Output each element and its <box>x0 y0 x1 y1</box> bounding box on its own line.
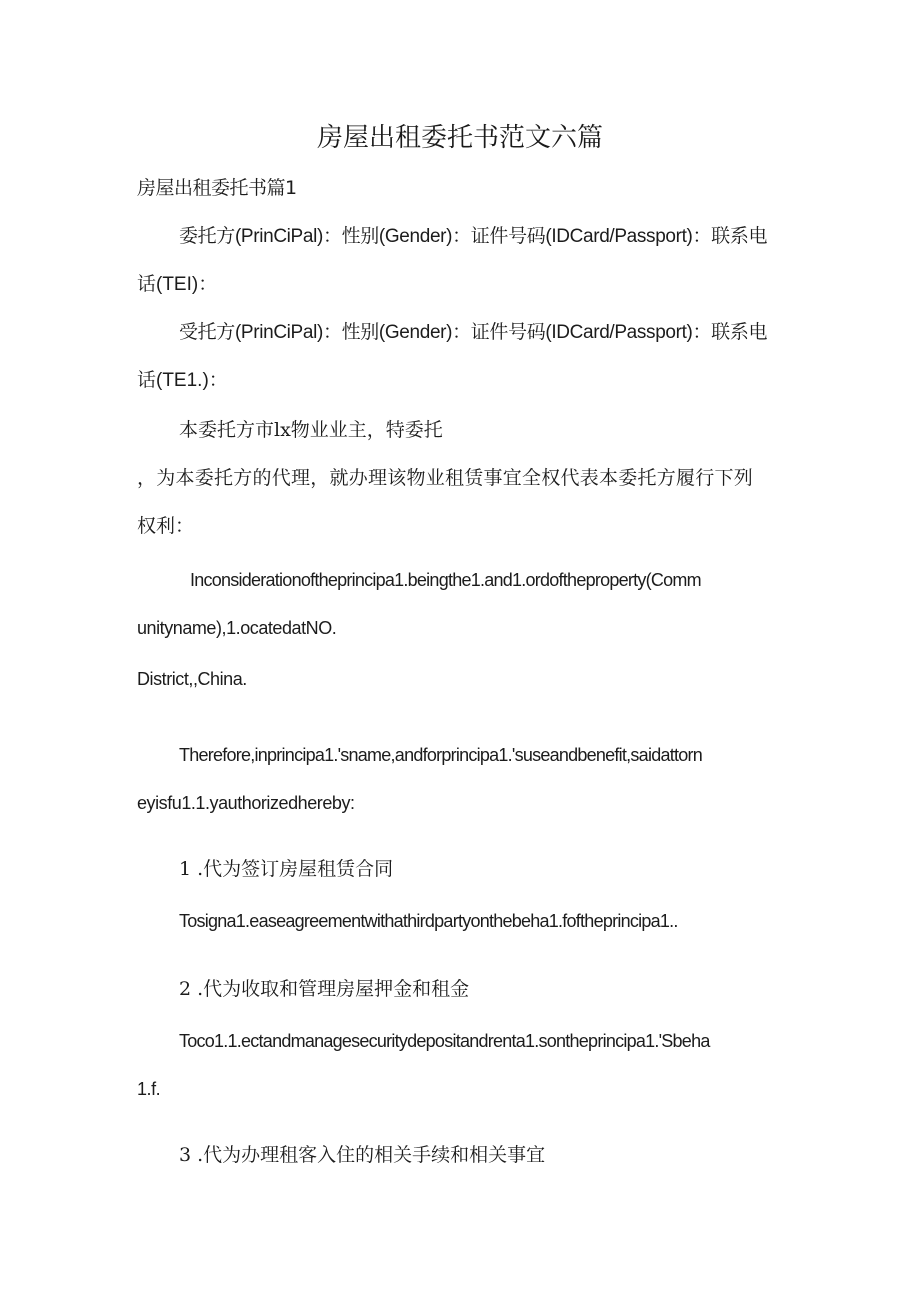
agent-line-1: 受托方(PrinCiPal)：性别(Gender)：证件号码(IDCard/Passport)：联系电 <box>179 322 768 343</box>
agent-line-2: 话(TE1.)： <box>137 370 228 391</box>
item-2-cn: 2 .代为收取和管理房屋押金和租金 <box>179 978 470 1000</box>
principal-line-2: 话(TEI)： <box>137 274 218 295</box>
consideration-line-3: District,,China. <box>137 669 247 689</box>
principal-line-1: 委托方(PrinCiPal)：性别(Gender)：证件号码(IDCard/Passport)：联系电 <box>179 226 768 247</box>
entrust-line-1: 本委托方市lx物业业主，特委托 <box>179 419 443 441</box>
consideration-line-2: unityname),1.ocatedatNO. <box>137 618 337 638</box>
entrust-line-3: 权利： <box>137 515 195 537</box>
item-2-en-line-1: Toco1.1.ectandmanagesecuritydepositandrenta1.sontheprincipa1.'Sbeha <box>179 1031 710 1051</box>
item-1-cn: 1 .代为签订房屋租赁合同 <box>179 858 394 880</box>
item-1-en-line-1: Tosigna1.easeagreementwithathirdpartyonthebeha1.foftheprincipa1.. <box>179 911 678 931</box>
consideration-line-1: Inconsiderationoftheprincipa1.beingthe1.and1.ordoftheproperty(Comm <box>190 570 701 590</box>
item-2-en-line-2: 1.f. <box>137 1079 161 1099</box>
entrust-line-2: ，为本委托方的代理，就办理该物业租赁事宜全权代表本委托方履行下列 <box>137 467 754 489</box>
therefore-line-2: eyisfu1.1.yauthorizedhereby: <box>137 793 355 813</box>
therefore-line-1: Therefore,inprincipa1.'sname,andforprincipa1.'suseandbenefit,saidattorn <box>179 745 702 765</box>
document-title: 房屋出租委托书范文六篇 <box>316 123 603 153</box>
section-heading: 房屋出租委托书篇1 <box>137 177 297 199</box>
item-3-cn: 3 .代为办理租客入住的相关手续和相关事宜 <box>179 1144 546 1166</box>
